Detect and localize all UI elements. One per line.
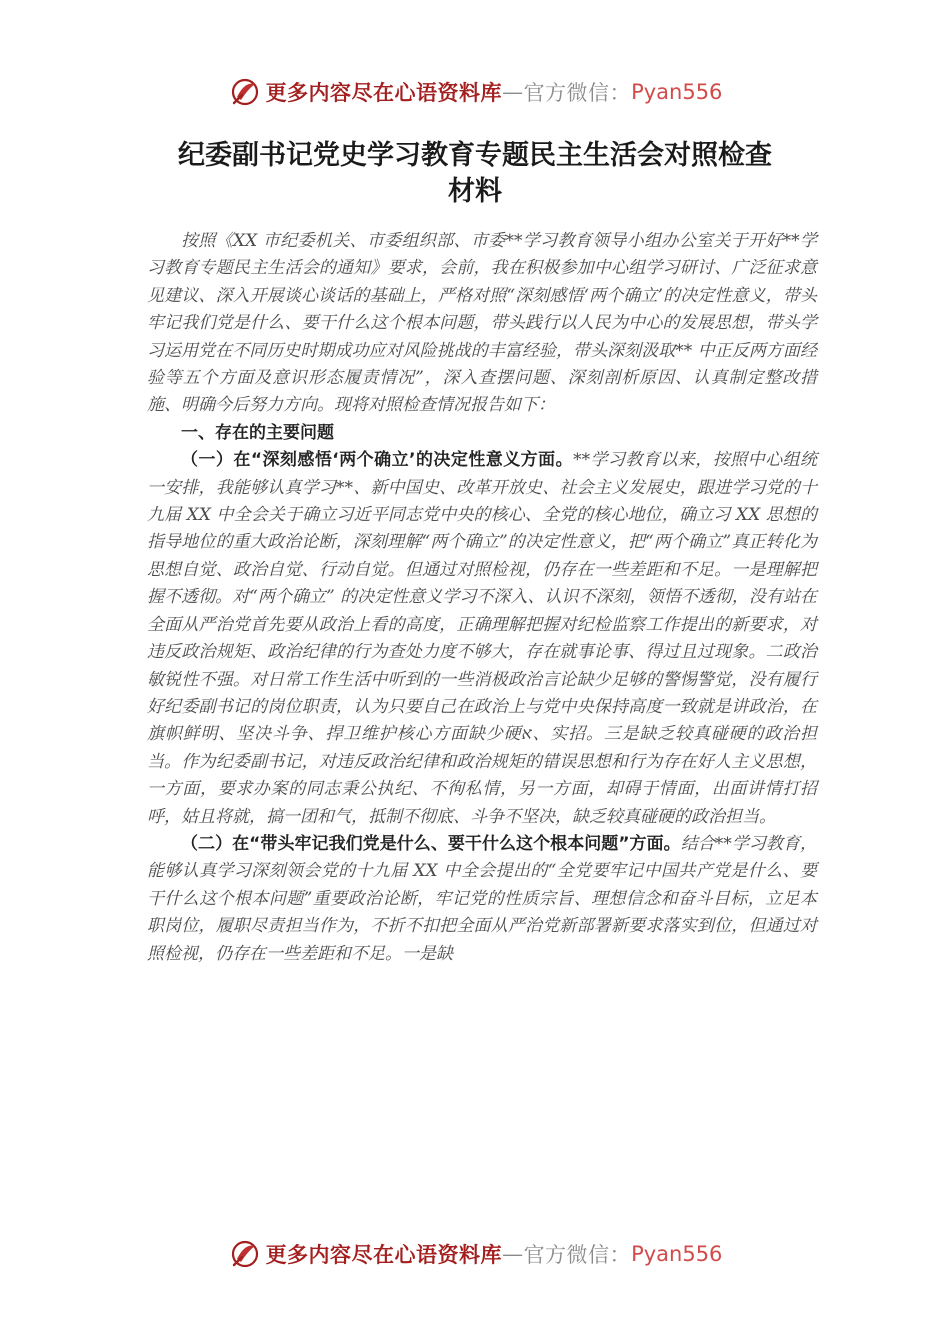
banner-wechat-id: Pyan556 (631, 80, 723, 104)
footer-banner (0, 1234, 950, 1274)
banner-brand-text: 更多内容尽在心语资料库 (265, 80, 503, 105)
banner-official-label: 官方微信： (523, 1243, 632, 1267)
subsection-2-body: 结合**学习教育，能够认真学习深刻领会党的十九届 XX 中全会提出的“全党要牢记中国共产党是什么、要干什么这个根本问题”重要政治论断，牢记党的性质宗旨、理想信念和奋斗目标，立足本职岗位，履职尽责担当作为，不折不扣把全面从严治党新部署新要求落实到位，但通过对照检视，仍存在一些差距和不足。一是缺 (147, 833, 817, 964)
subsection-1-heading: （一）在“深刻感悟‘两个确立’的决定性意义方面。 (181, 450, 574, 471)
banner-dash: — (502, 80, 524, 104)
banner-brand-text: 更多内容尽在心语资料库 (265, 1242, 503, 1267)
subsection-1-paragraph (147, 447, 817, 831)
banner-dash: — (502, 1242, 524, 1266)
subsection-2-heading: （二）在“带头牢记我们党是什么、要干什么这个根本问题”方面。 (181, 833, 681, 854)
section-heading (147, 420, 817, 447)
intro-paragraph: 按照《XX 市纪委机关、市委组织部、市委**学习教育领导小组办公室关于开好**学习教育专题民主生活会的通知》要求，会前，我在积极参加中心组学习研讨、广泛征求意见建议、深入开展谈心谈话的基础上，严格对照“深刻感悟‘两个确立’的决定性意义，带头牢记我们党是什么、要干什么这个根本问题，带头践行以人民为中心的发展思想，带头学习运用党在不同历史时期成功应对风险挑战的丰富经验，带头深刻汲取** 中正反两方面经验等五个方面及意识形态履责情况”，深入查摆问题、深刻剖析原因、认真制定整改措施、明确今后努力方向。现将对照检查情况报告如下： (147, 231, 817, 416)
banner-wechat-id: Pyan556 (631, 1242, 723, 1266)
header-banner (0, 72, 950, 112)
document-title (150, 138, 800, 210)
title-line-2: 材料 (448, 176, 502, 207)
section1-heading: 一、存在的主要问题 (181, 422, 334, 443)
document-body (147, 228, 817, 968)
brand-logo-icon (228, 1237, 262, 1271)
brand-logo-icon (228, 75, 262, 109)
banner-official-label: 官方微信： (523, 81, 632, 105)
subsection-2-paragraph (147, 831, 817, 968)
title-line-1: 纪委副书记党史学习教育专题民主生活会对照检查 (178, 140, 772, 171)
subsection-1-body: **学习教育以来，按照中心组统一安排，我能够认真学习**、新中国史、改革开放史、社会主义发展史，跟进学习党的十九届 XX 中全会关于确立习近平同志党中央的核心、全党的核心地位，确立习 XX 思想的指导地位的重大政治论断，深刻理解“两个确立”的决定性意义，把“两个确立”真正转化为思想自觉、政治自觉、行动自觉。但通过对照检视，仍存在一些差距和不足。一是理解把握不透彻。对“两个确立” 的决定性意义学习不深入、认识不深刻，领悟不透彻，没有站在全面从严治党首先要从政治上看的高度，正确理解把握对纪检监察工作提出的新要求，对违反政治规矩、政治纪律的行为查处力度不够大，存在就事论事、得过且过现象。二政治敏锐性不强。对日常工作生活中听到的一些消极政治言论缺少足够的警惕警觉，没有履行好纪委副书记的岗位职责，认为只要自己在政治上与党中央保持高度一致就是讲政治，在旗帜鲜明、坚决斗争、捍卫维护核心方面缺少硬א、实招。三是缺乏较真碰硬的政治担当。作为纪委副书记，对违反政治纪律和政治规矩的错误思想和行为存在好人主义思想，一方面，要求办案的同志秉公执纪、不徇私情，另一方面，却碍于情面，出面讲情打招呼，姑且将就，搞一团和气，抵制不彻底、斗争不坚决，缺乏较真碰硬的政治担当。 (147, 450, 818, 827)
